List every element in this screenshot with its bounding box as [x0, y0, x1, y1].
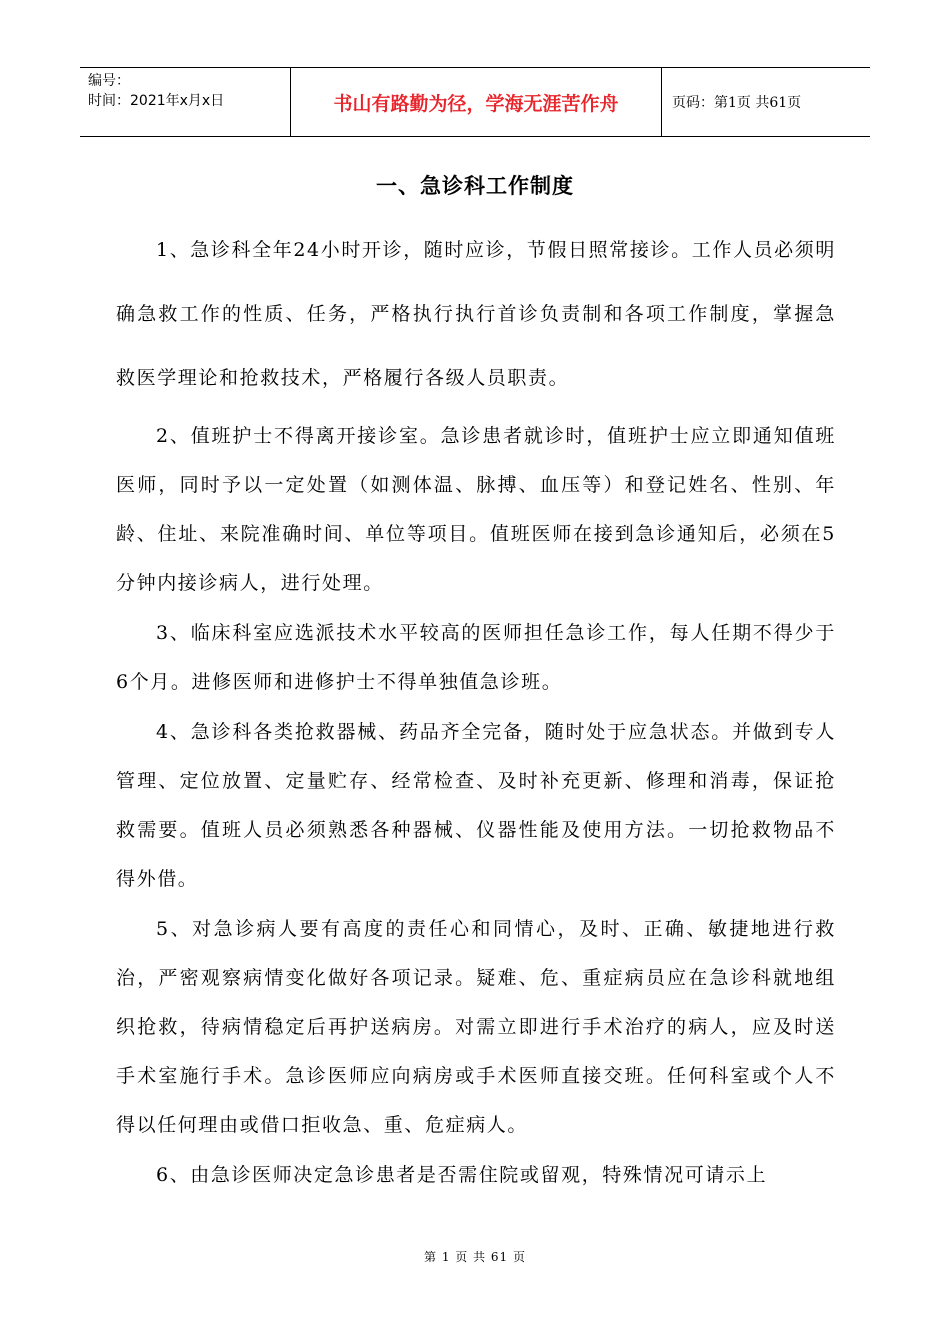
document-body: [116, 218, 836, 1200]
date-label: 时间：2021年x月x日: [88, 93, 225, 109]
paragraph-1: 1、急诊科全年24小时开诊，随时应诊，节假日照常接诊。工作人员必须明确急救工作的性质、任务，严格执行执行首诊负责制和各项工作制度，掌握急救医学理论和抢救技术，严格履行各级人员职责。: [116, 239, 836, 389]
document-title: 一、急诊科工作制度: [376, 174, 574, 198]
number-label: 编号：: [88, 73, 130, 89]
paragraph-3: 3、临床科室应选派技术水平较高的医师担任急诊工作，每人任期不得少于6个月。进修医师和进修护士不得单独值急诊班。: [116, 622, 836, 693]
paragraph-6: 6、由急诊医师决定急诊患者是否需住院或留观，特殊情况可请示上: [156, 1164, 768, 1186]
paragraph-5: 5、对急诊病人要有高度的责任心和同情心，及时、正确、敏捷地进行救治，严密观察病情变化做好各项记录。疑难、危、重症病员应在急诊科就地组织抢救，待病情稳定后再护送病房。对需立即进行手术治疗的病人，应及时送手术室施行手术。急诊医师应向病房或手术医师直接交班。任何科室或个人不得以任何理由或借口拒收急、重、危症病人。: [116, 918, 836, 1136]
header-page-info: 页码：第1页 共61页: [672, 95, 802, 111]
header-motto: 书山有路勤为径，学海无涯苦作舟: [291, 68, 662, 136]
page-footer: 第 1 页 共 61 页: [424, 1250, 526, 1264]
document-header: [80, 67, 870, 137]
paragraph-2: 2、值班护士不得离开接诊室。急诊患者就诊时，值班护士应立即通知值班医师，同时予以一定处置（如测体温、脉搏、血压等）和登记姓名、性别、年龄、住址、来院准确时间、单位等项目。值班医师在接到急诊通知后，必须在5分钟内接诊病人，进行处理。: [116, 425, 836, 594]
paragraph-4: 4、急诊科各类抢救器械、药品齐全完备，随时处于应急状态。并做到专人管理、定位放置、定量贮存、经常检查、及时补充更新、修理和消毒，保证抢救需要。值班人员必须熟悉各种器械、仪器性能及使用方法。一切抢救物品不得外借。: [116, 721, 836, 890]
header-meta: [80, 68, 291, 136]
